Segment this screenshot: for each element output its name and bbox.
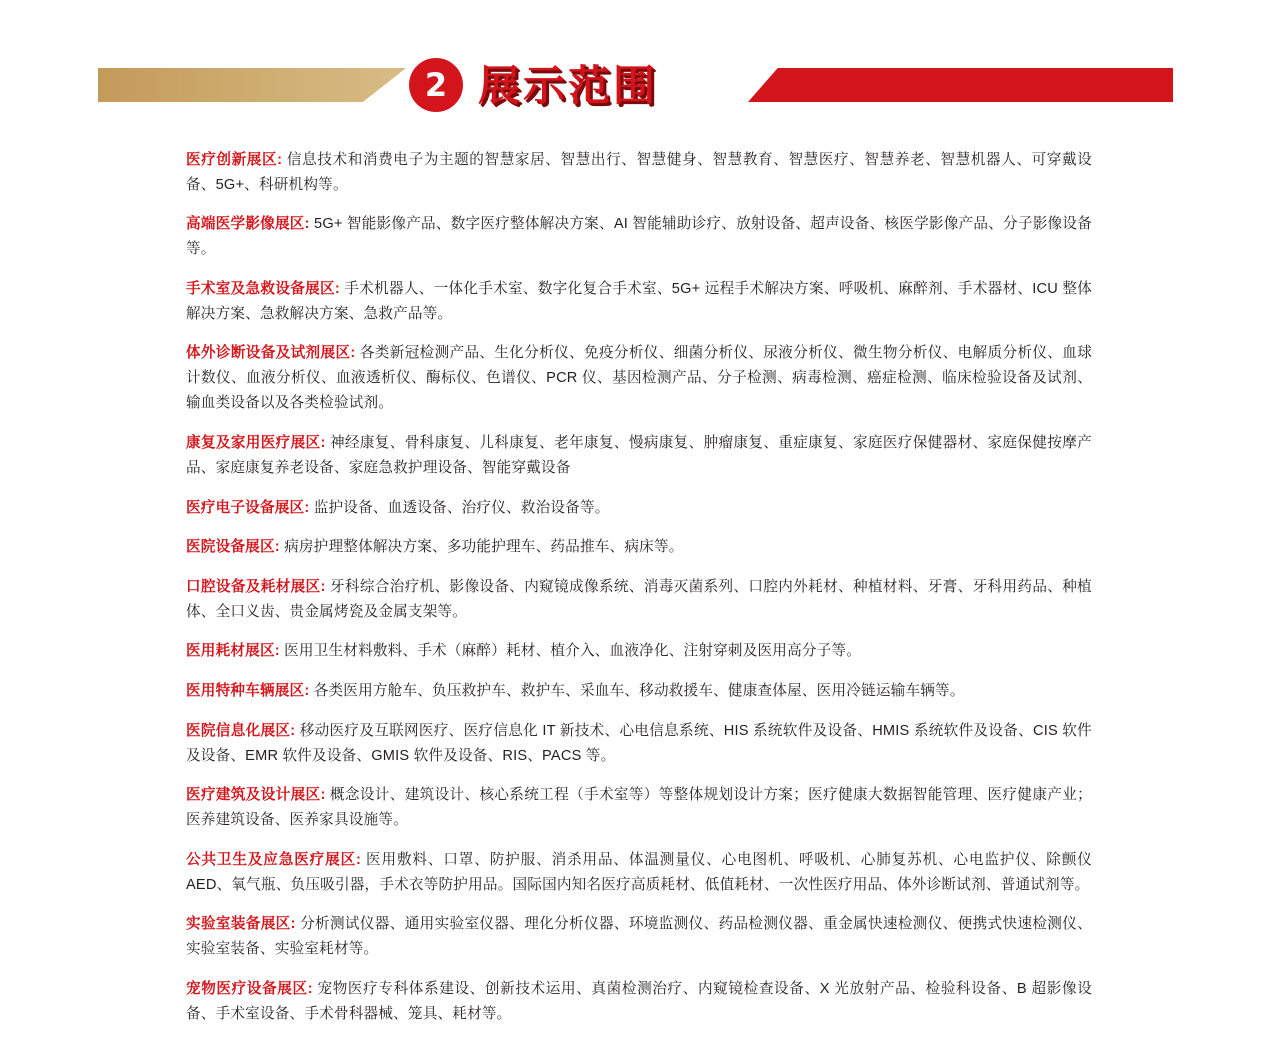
category-label: 公共卫生及应急医疗展区:	[186, 851, 362, 868]
list-item	[186, 212, 1092, 262]
category-label: 体外诊断设备及试剂展区:	[186, 345, 356, 362]
list-item	[186, 496, 1092, 521]
category-label: 康复及家用医疗展区:	[186, 434, 326, 451]
list-item	[186, 535, 1092, 560]
category-label: 高端医学影像展区:	[186, 216, 310, 233]
category-description: 各类医用方舱车、负压救护车、救护车、采血车、移动救援车、健康查体屋、医用冷链运输车辆等。	[313, 682, 965, 699]
category-label: 医院信息化展区:	[186, 722, 296, 739]
category-label: 医用耗材展区:	[186, 643, 280, 660]
category-description: 宠物医疗专科体系建设、创新技术运用、真菌检测治疗、内窥镜检查设备、X 光放射产品、检验科设备、B 超影像设备、手术室设备、手术骨科器械、笼具、耗材等。	[186, 980, 1092, 1022]
list-item	[186, 719, 1092, 769]
category-label: 医院设备展区:	[186, 539, 280, 556]
category-description: 分析测试仪器、通用实验室仪器、理化分析仪器、环境监测仪、药品检测仪器、重金属快速检测仪、便携式快速检测仪、实验室装备、实验室耗材等。	[186, 916, 1092, 958]
category-label: 宠物医疗设备展区:	[186, 980, 313, 997]
header-gold-bar	[98, 68, 406, 102]
category-description: 移动医疗及互联网医疗、医疗信息化 IT 新技术、心电信息系统、HIS 系统软件及设备、HMIS 系统软件及设备、CIS 软件及设备、EMR 软件及设备、GMIS 软件及设备、RIS、PACS 等。	[186, 722, 1092, 764]
list-item	[186, 341, 1092, 416]
list-item	[186, 912, 1092, 962]
list-item	[186, 783, 1092, 833]
category-description: 病房护理整体解决方案、多功能护理车、药品推车、病床等。	[284, 539, 684, 556]
category-description: 神经康复、骨科康复、儿科康复、老年康复、慢病康复、肿瘤康复、重症康复、家庭医疗保健器材、家庭保健按摩产品、家庭康复养老设备、家庭急救护理设备、智能穿戴设备	[186, 434, 1092, 476]
category-description: 监护设备、血透设备、治疗仪、救治设备等。	[313, 499, 610, 516]
category-label: 实验室装备展区:	[186, 916, 296, 933]
category-description: 概念设计、建筑设计、核心系统工程（手术室等）等整体规划设计方案；医疗健康大数据智能管理、医疗健康产业；医养建筑设备、医养家具设施等。	[186, 787, 1092, 829]
category-description: 信息技术和消费电子为主题的智慧家居、智慧出行、智慧健身、智慧教育、智慧医疗、智慧养老、智慧机器人、可穿戴设备、5G+、科研机构等。	[186, 151, 1092, 193]
category-description: 医用卫生材料敷料、手术（麻醉）耗材、植介入、血液净化、注射穿刺及医用高分子等。	[284, 643, 862, 660]
category-label: 医用特种车辆展区:	[186, 682, 310, 699]
list-item	[186, 575, 1092, 625]
category-label: 口腔设备及耗材展区:	[186, 578, 326, 595]
category-label: 医疗电子设备展区:	[186, 499, 310, 516]
list-item	[186, 431, 1092, 481]
category-description: 手术机器人、一体化手术室、数字化复合手术室、5G+ 远程手术解决方案、呼吸机、麻醉剂、手术器材、ICU 整体解决方案、急救解决方案、急救产品等。	[186, 280, 1093, 322]
list-item	[186, 848, 1092, 898]
list-item	[186, 679, 1092, 704]
list-item	[186, 148, 1092, 198]
list-item	[186, 277, 1092, 327]
category-description: 医用敷料、口罩、防护服、消杀用品、体温测量仪、心电图机、呼吸机、心肺复苏机、心电监护仪、除颤仪 AED、氧气瓶、负压吸引器，手术衣等防护用品。国际国内知名医疗高质耗材、低值耗材、一次性医疗用品、体外诊断试剂、普通试剂等。	[186, 851, 1092, 893]
category-label: 手术室及急救设备展区:	[186, 280, 340, 297]
section-header-banner	[98, 58, 1173, 112]
exhibit-scope-list	[186, 133, 1092, 1037]
category-description: 5G+ 智能影像产品、数字医疗整体解决方案、AI 智能辅助诊疗、放射设备、超声设备、核医学影像产品、分子影像设备等。	[186, 216, 1092, 258]
list-item	[186, 977, 1092, 1027]
category-label: 医疗建筑及设计展区:	[186, 787, 326, 804]
header-red-bar	[748, 68, 1173, 102]
category-label: 医疗创新展区:	[186, 151, 283, 168]
list-item	[186, 639, 1092, 664]
page-title: 展示范围	[478, 62, 659, 109]
category-description: 牙科综合治疗机、影像设备、内窥镜成像系统、消毒灭菌系列、口腔内外耗材、种植材料、牙膏、牙科用药品、种植体、全口义齿、贵金属烤瓷及金属支架等。	[186, 578, 1092, 620]
section-number-badge: 2	[409, 58, 463, 112]
category-description: 各类新冠检测产品、生化分析仪、免疫分析仪、细菌分析仪、尿液分析仪、微生物分析仪、电解质分析仪、血球计数仪、血液分析仪、血液透析仪、酶标仪、色谱仪、PCR 仪、基因检测产品、分子检测、病毒检测、癌症检测、临床检验设备及试剂、输血类设备以及各类检验试剂。	[186, 345, 1092, 412]
